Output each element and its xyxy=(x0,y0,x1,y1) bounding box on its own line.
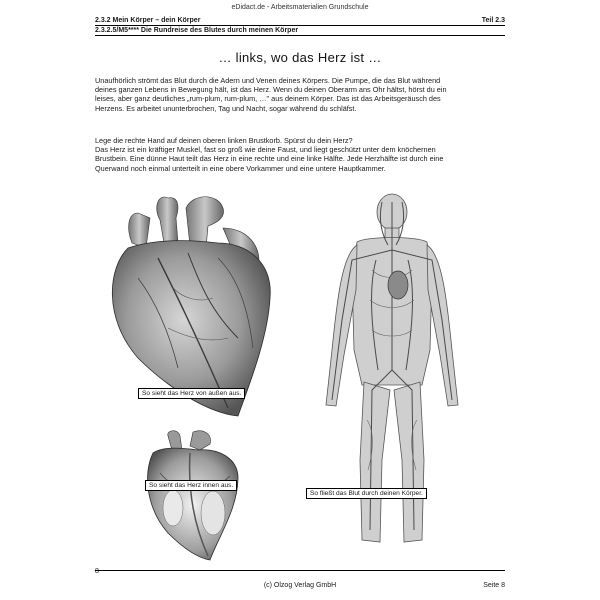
intro-paragraph: Unaufhörlich strömt das Blut durch die Adern und Venen deines Körpers. Die Pumpe, die das Blut während deines ganzen Lebens in Bewegung hält, ist das Herz. Wenn du deinen Oberarm ans Ohr hältst, hörst du ein leises, aber ganz deutliches „rum-plum, rum-plum, …" aus deinem Körper. Das ist das Arbeitsgeräusch des Herzens. Es arbeitet ununterbrochen, Tag und Nacht, sogar während du schläfst. xyxy=(95,76,447,113)
unit-title: 2.3.2 Mein Körper – dein Körper xyxy=(95,17,201,24)
heart-interior-illustration xyxy=(138,428,248,563)
part-label: Teil 2.3 xyxy=(481,17,505,24)
heart-inside-caption: So sieht das Herz innen aus. xyxy=(145,480,237,491)
blood-body-caption: So fließt das Blut durch deinen Körper. xyxy=(306,488,427,499)
publisher-footer: (c) Olzog Verlag GmbH xyxy=(263,582,337,589)
page-title: … links, wo das Herz ist … xyxy=(218,50,382,65)
subunit-title: 2.3.2.5/M5**** Die Rundreise des Blutes durch meinen Körper xyxy=(95,27,299,34)
footer-divider xyxy=(95,570,505,571)
site-header: eDidact.de - Arbeitsmaterialien Grundschule xyxy=(231,4,369,11)
heart-paragraph: Lege die rechte Hand auf deinen oberen linken Brustkorb. Spürst du dein Herz? Das Herz ist ein kräftiger Muskel, fast so groß wie deine Faust, und liegt geschützt unter dem knöchernen Brustbein. Eine dünne Haut teilt das Herz in eine rechte und eine linke Hälfte. Jede Herzhälfte ist durch eine Querwand noch einmal unterteilt in eine obere Vorkammer und eine untere Hauptkammer. xyxy=(95,136,444,173)
page-number-left: 8 xyxy=(95,568,99,575)
heart-outside-caption: So sieht das Herz von außen aus. xyxy=(138,388,245,399)
circulation-body-illustration xyxy=(312,190,472,560)
subunit-header xyxy=(95,27,505,36)
page-number-right: Seite 8 xyxy=(483,582,505,589)
unit-header xyxy=(95,17,505,26)
heart-exterior-illustration xyxy=(98,188,288,418)
